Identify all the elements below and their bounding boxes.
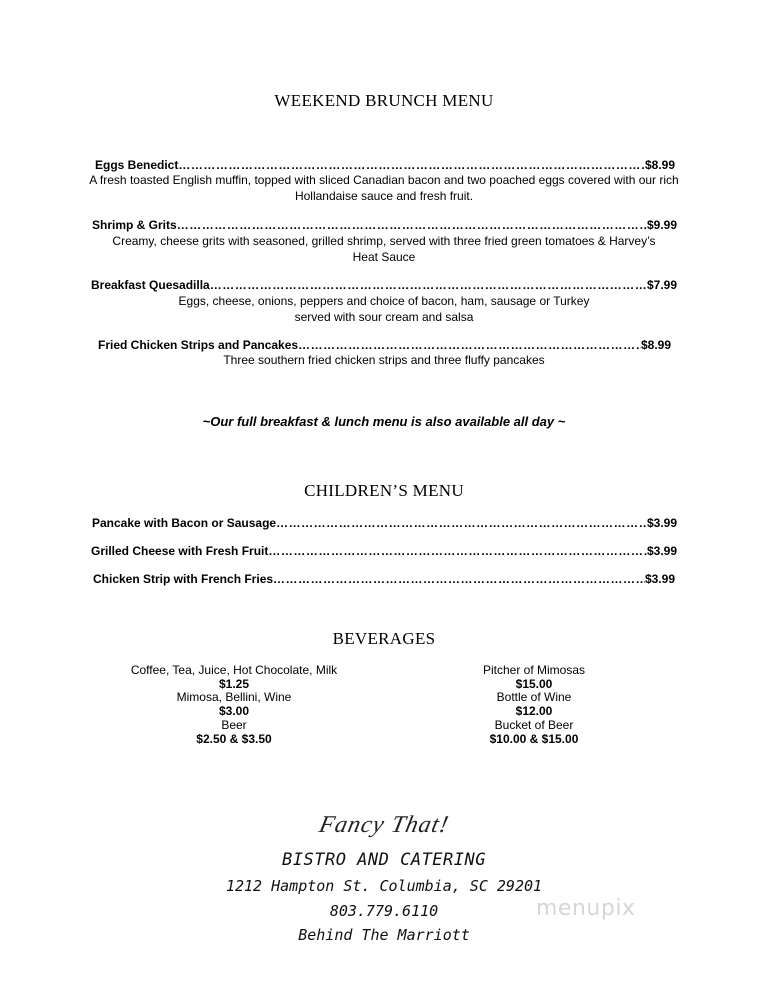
dot-leader — [273, 572, 645, 586]
menu-item-eggs-benedict — [95, 158, 675, 172]
all-day-menu-note: ~Our full breakfast & lunch menu is also available all day ~ — [202, 414, 566, 429]
menu-item-chicken-strip-fries — [93, 572, 675, 586]
item-description — [60, 233, 708, 265]
menu-item-pancake-bacon — [92, 516, 677, 530]
beverage-name: Mimosa, Bellini, Wine — [176, 690, 292, 705]
description-line: Hollandaise sauce and fresh fruit. — [294, 189, 474, 203]
location-note: Behind The Marriott — [298, 926, 470, 944]
beverages-left-column — [84, 664, 384, 746]
beverage-name: Pitcher of Mimosas — [482, 663, 586, 677]
item-price: $3.99 — [644, 572, 675, 586]
item-description — [60, 352, 708, 368]
brunch-menu-title: WEEKEND BRUNCH MENU — [274, 91, 494, 110]
item-name: Grilled Cheese with Fresh Fruit — [91, 544, 269, 558]
beverage-price: $2.50 & $3.50 — [196, 731, 272, 746]
item-name: Chicken Strip with French Fries — [93, 572, 274, 586]
item-price: $3.99 — [646, 516, 677, 530]
description-line: served with sour cream and salsa — [294, 310, 474, 324]
beverage-price: $3.00 — [218, 704, 250, 719]
dot-leader — [298, 338, 641, 352]
beverages-title: BEVERAGES — [332, 629, 436, 648]
item-price: $9.99 — [646, 218, 677, 232]
fancy-that-logo: Fancy That! — [316, 812, 452, 838]
business-line: BISTRO AND CATERING — [282, 850, 486, 870]
item-name: Eggs Benedict — [95, 158, 179, 172]
dot-leader — [276, 516, 647, 530]
item-name: Pancake with Bacon or Sausage — [92, 516, 277, 530]
menu-item-shrimp-grits — [92, 218, 677, 232]
beverage-price: $10.00 & $15.00 — [489, 731, 579, 746]
description-line: Eggs, cheese, onions, peppers and choice of bacon, ham, sausage or Turkey — [178, 294, 590, 308]
item-name: Shrimp & Grits — [92, 218, 177, 232]
item-price: $8.99 — [640, 338, 671, 352]
item-name: Breakfast Quesadilla — [91, 278, 210, 292]
description-line: Heat Sauce — [352, 250, 416, 264]
menu-item-grilled-cheese — [91, 544, 677, 558]
address: 1212 Hampton St. Columbia, SC 29201 — [225, 877, 543, 895]
description-line: Creamy, cheese grits with seasoned, grilled shrimp, served with three fried green tomatoes & Harvey’s — [112, 234, 656, 248]
description-line: Three southern fried chicken strips and three fluffy pancakes — [223, 353, 545, 367]
description-line: A fresh toasted English muffin, topped with sliced Canadian bacon and two poached eggs covered with our rich — [89, 173, 679, 187]
menu-item-breakfast-quesadilla — [91, 278, 677, 292]
item-description — [60, 293, 708, 325]
dot-leader — [210, 278, 647, 292]
item-price: $8.99 — [644, 158, 675, 172]
dot-leader — [268, 544, 647, 558]
beverage-name: Beer — [221, 717, 247, 732]
item-description — [60, 172, 708, 204]
beverages-right-column — [384, 664, 684, 746]
menupix-watermark: menupix — [536, 896, 636, 921]
item-price: $7.99 — [646, 278, 677, 292]
beverage-name: Bucket of Beer — [494, 717, 574, 732]
beverage-price: $15.00 — [515, 676, 553, 691]
childrens-menu-title: CHILDREN’S MENU — [304, 481, 464, 500]
beverage-name: Bottle of Wine — [496, 690, 572, 705]
item-price: $3.99 — [646, 544, 677, 558]
phone-number: 803.779.6110 — [329, 902, 439, 920]
item-name: Fried Chicken Strips and Pancakes — [98, 338, 299, 352]
menu-item-fried-chicken-pancakes — [98, 338, 671, 352]
beverage-price: $12.00 — [515, 704, 553, 719]
beverage-price: $1.25 — [218, 676, 250, 691]
beverage-name: Coffee, Tea, Juice, Hot Chocolate, Milk — [130, 663, 338, 677]
dot-leader — [177, 218, 647, 232]
dot-leader — [178, 158, 645, 172]
